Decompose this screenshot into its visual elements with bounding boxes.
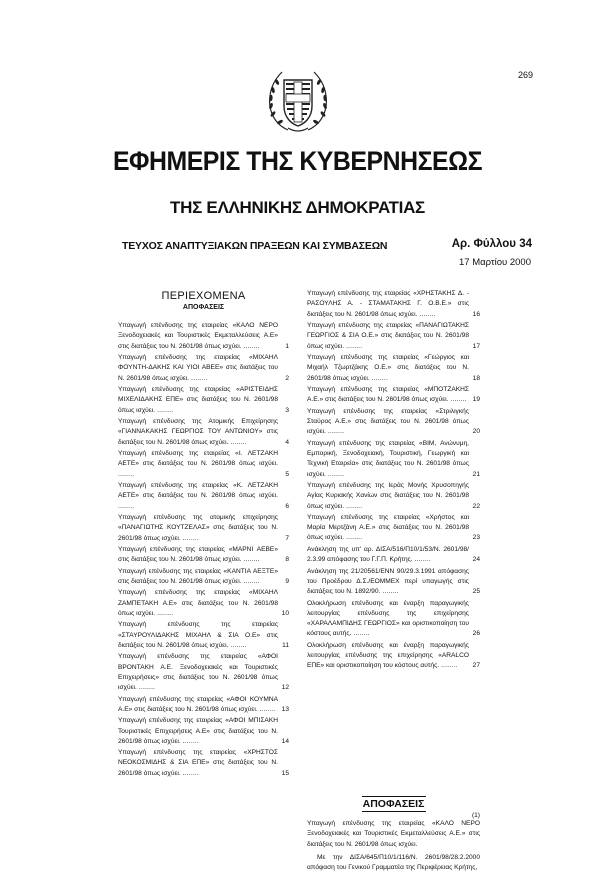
- toc-entry: Υπαγωγή επένδυσης της εταιρείας «ΚΑΝΤΙΑ ΑΕΞΤΕ» στις διατάξεις του Ν. 2601/98 όπως ισχύει. ........ 9: [118, 567, 289, 588]
- toc-entry-text: Υπαγωγή επένδυσης της εταιρείας «ΜΑΡΝΙ ΑΕΒΕ» στις διατάξεις του Ν. 2601/98 όπως ισχύει.: [118, 545, 278, 564]
- toc-entry-page: 20: [472, 428, 480, 436]
- toc-entry-page: 18: [472, 374, 480, 382]
- toc-entry-page: 15: [281, 769, 289, 777]
- toc-entry-text: Υπαγωγή επένδυσης της ατομικής επιχείρησης «ΠΑΝΑΓΙΩΤΗΣ ΚΟΥΤΖΕΛΑΣ» στις διατάξεις του Ν. 2601/98 όπως ισχύει.: [118, 513, 278, 542]
- toc-entry-page: 27: [472, 662, 480, 670]
- toc-entry: Υπαγωγή επένδυσης της εταιρείας «ΑΦΟΙ ΚΟΥΜΝΑ Α.Ε» στις διατάξεις του Ν. 2601/98 όπως ισχύει. ........ 13: [118, 695, 289, 716]
- toc-entry: Υπαγωγή επένδυσης της εταιρείας «ΑΡΙΣΤΕΙΔΗΣ ΜΙΧΕΛΙΔΑΚΗΣ ΕΠΕ» στις διατάξεις του Ν. 2601/98 όπως ισχύει. ........ 3: [118, 385, 289, 416]
- decision-number: (1): [471, 812, 480, 819]
- toc-right-list: [307, 289, 480, 672]
- toc-entry-text: Υπαγωγή επένδυσης της εταιρείας «ΒΙΜ, Ανώνυμη, Εμπορική, Ξενοδοχειακή, Τουριστική, Γεωργική και Τεχνική Εταιρεία» στις διατάξεις του Ν. 2601/98 όπως ισχύει.: [307, 439, 469, 478]
- toc-left-list: [118, 321, 289, 779]
- toc-heading: ΠΕΡΙΕΧΟΜΕΝΑ: [161, 290, 246, 302]
- toc-entry: Υπαγωγή επένδυσης της εταιρείας «ΧΡΗΣΤΑΚΗΣ Δ. - ΡΑΣΟΥΛΗΣ Α. - ΣΤΑΜΑΤΑΚΗΣ Γ. Ο.Β.Ε.» στις διατάξεις του Ν. 2601/98 όπως ισχύει. ........ 16: [307, 289, 480, 320]
- toc-entry: Ολοκλήρωση επένδυσης και έναρξη παραγωγικής λειτουργίας επένδυσης της επιχείρησης «ARALCO ΕΠΕ» και οριστικοποίηση του κόστους αυτής. ........ 27: [307, 641, 480, 672]
- toc-subheading: ΑΠΟΦΑΣΕΙΣ: [182, 304, 225, 311]
- toc-entry-page: 17: [472, 342, 480, 350]
- toc-entry-page: 11: [282, 641, 289, 649]
- toc-entry-text: Υπαγωγή επένδυσης της εταιρείας «ΜΠΟΤΖΑΚΗΣ Α.Ε.» στις διατάξεις του Ν. 2601/98 όπως ισχύει.: [307, 385, 469, 404]
- toc-entry-page: 2: [285, 374, 289, 382]
- toc-entry: Υπαγωγή επένδυσης της Ατομικής Επιχείρησης «ΓΙΑΝΝΑΚΑΚΗΣ ΓΕΩΡΓΙΟΣ ΤΟΥ ΑΝΤΩΝΙΟΥ» στις διατάξεις του Ν. 2601/98 όπως ισχύει. ........ 4: [118, 417, 289, 448]
- toc-entry: Υπαγωγή επένδυσης της εταιρείας «ΑΦΟΙ ΒΡΟΝΤΑΚΗ Α.Ε. Ξενοδοχειακές και Τουριστικές Επιχειρήσεις» στις διατάξεις του Ν. 2601/98 όπως ισχύει. ........ 12: [118, 652, 289, 693]
- toc-entry-page: 10: [281, 609, 289, 617]
- toc-entry-text: Ανάκληση της υπ' αρ. ΔΙΣΑ/516/Π10/1/53/Ν. 2601/98/ 2.3.99 απόφασης του Γ.Γ.Π. Κρήτης.: [307, 545, 469, 564]
- toc-entry-text: Υπαγωγή επένδυσης της εταιρείας «ΑΦΟΙ ΚΟΥΜΝΑ Α.Ε» στις διατάξεις του Ν. 2601/98 όπως ισχύει.: [118, 695, 278, 713]
- decisions-title: ΑΠΟΦΑΣΕΙΣ: [362, 798, 425, 810]
- toc-entry: Υπαγωγή επένδυσης της ατομικής επιχείρησης «ΠΑΝΑΓΙΩΤΗΣ ΚΟΥΤΖΕΛΑΣ» στις διατάξεις του Ν. 2601/98 όπως ισχύει. ........ 7: [118, 513, 289, 544]
- toc-entry-text: Ολοκλήρωση επένδυσης και έναρξη παραγωγικής λειτουργίας επένδυσης της επιχείρησης «ARALCO ΕΠΕ» και οριστικοποίηση του κόστους αυτής.: [307, 641, 469, 670]
- toc-entry-page: 24: [472, 556, 480, 564]
- toc-entry-text: Υπαγωγή επένδυσης της εταιρείας «ΜΙΧΑΗΛ ΖΑΜΠΕΤΑΚΗ Α.Ε» στις διατάξεις του Ν. 2601/98 όπως ισχύει.: [118, 589, 278, 617]
- toc-entry: Υπαγωγή επένδυσης της εταιρείας «Στριλιγκής Σταύρος Α.Ε.» στις διατάξεις του Ν. 2601/98 όπως ισχύει. ........ 20: [307, 407, 480, 438]
- toc-entry-text: Υπαγωγή επένδυσης της εταιρείας «ΜΙΧΑΗΛ ΦΟΥΝΤΗ-ΔΑΚΗΣ ΚΑΙ ΥΙΟΙ ΑΒΕΕ» στις διατάξεις του Ν. 2601/98 όπως ισχύει.: [118, 353, 278, 382]
- page-number: 269: [517, 70, 533, 80]
- toc-entry: Ανάκληση της υπ' αρ. ΔΙΣΑ/516/Π10/1/53/Ν. 2601/98/ 2.3.99 απόφασης του Γ.Γ.Π. Κρήτης. ........ 24: [307, 545, 480, 566]
- toc-entry: Υπαγωγή επένδυσης της εταιρείας «ΑΦΟΙ ΜΠΙΣΑΚΗ Τουριστικές Επιχειρήσεις Α.Ε» στις διατάξεις του Ν. 2601/98 όπως ισχύει. ........ 14: [118, 716, 289, 747]
- gazette-subtitle: ΤΗΣ ΕΛΛΗΝΙΚΗΣ ΔΗΜΟΚΡΑΤΙΑΣ: [170, 198, 425, 217]
- toc-entry-page: 13: [281, 705, 289, 713]
- coat-of-arms-emblem: [262, 66, 334, 136]
- toc-entry-page: 5: [285, 470, 289, 478]
- toc-entry-text: Υπαγωγή επένδυσης της εταιρείας «ΚΑΝΤΙΑ ΑΕΞΤΕ» στις διατάξεις του Ν. 2601/98 όπως ισχύει.: [118, 567, 278, 585]
- toc-entry-page: 9: [285, 577, 289, 585]
- toc-entry: Υπαγωγή επένδυσης της εταιρείας «Ι. ΛΕΤΖΑΚΗ ΑΕΤΕ» στις διατάξεις του Ν. 2601/98 όπως ισχύει. ........ 5: [118, 449, 289, 480]
- toc-entry: Υπαγωγή επένδυσης της Ιεράς Μονής Χρυσοπηγής Αγίας Κυριακής Χανίων στις διατάξεις του Ν. 2601/98 όπως ισχύει. ........ 22: [307, 481, 480, 512]
- toc-entry: Υπαγωγή επένδυσης της εταιρείας «ΧΡΗΣΤΟΣ ΝΕΟΚΟΣΜΙΔΗΣ & ΣΙΑ ΕΠΕ» στις διατάξεις του Ν. 2601/98 όπως ισχύει. ........ 15: [118, 748, 289, 779]
- toc-entry-page: 4: [285, 438, 289, 446]
- toc-entry: Υπαγωγή επένδυσης της εταιρείας «ΜΙΧΑΗΛ ΖΑΜΠΕΤΑΚΗ Α.Ε» στις διατάξεις του Ν. 2601/98 όπως ισχύει. ........ 10: [118, 588, 289, 619]
- decision-paragraph: Υπαγωγή επένδυσης της εταιρείας «ΚΑΛΟ ΝΕΡΟ Ξενοδοχειακές και Τουριστικές Εκμεταλλεύσεις Α.Ε.» στις διατάξεις του Ν. 2601/98 όπως ισχύει.: [307, 820, 480, 848]
- decisions-section: [307, 796, 480, 873]
- toc-entry: Υπαγωγή επένδυσης της εταιρείας «ΚΑΛΟ ΝΕΡΟ Ξενοδοχειακές και Τουριστικές Εκμεταλλεύσεις Α.Ε» στις διατάξεις του Ν. 2601/98 όπως ισχύει. ........ 1: [118, 321, 289, 352]
- toc-entry: Υπαγωγή επένδυσης της εταιρείας «ΜΙΧΑΗΛ ΦΟΥΝΤΗ-ΔΑΚΗΣ ΚΑΙ ΥΙΟΙ ΑΒΕΕ» στις διατάξεις του Ν. 2601/98 όπως ισχύει. ........ 2: [118, 353, 289, 384]
- toc-entry-text: Υπαγωγή επένδυσης της εταιρείας «Στριλιγκής Σταύρος Α.Ε.» στις διατάξεις του Ν. 2601/98 όπως ισχύει.: [307, 407, 469, 436]
- toc-entry-text: Ολοκλήρωση επένδυσης και έναρξη παραγωγικής λειτουργίας επένδυσης της επιχείρησης «ΧΑΡΑΛΑΜΠΙΔΗΣ ΓΕΩΡΓΙΟΣ» και οριστικοποίηση του κόστους αυτής.: [307, 599, 469, 638]
- toc-entry-page: 1: [285, 342, 289, 350]
- toc-entry-page: 6: [285, 502, 289, 510]
- toc-entry-page: 3: [285, 406, 289, 414]
- toc-entry-page: 23: [472, 534, 480, 542]
- toc-entry-text: Υπαγωγή επένδυσης της εταιρείας «ΑΦΟΙ ΜΠΙΣΑΚΗ Τουριστικές Επιχειρήσεις Α.Ε» στις διατάξεις του Ν. 2601/98 όπως ισχύει.: [118, 717, 278, 745]
- toc-entry-text: Υπαγωγή επένδυσης της εταιρείας «Ι. ΛΕΤΖΑΚΗ ΑΕΤΕ» στις διατάξεις του Ν. 2601/98 όπως ισχύει.: [118, 449, 278, 468]
- toc-entry: Υπαγωγή επένδυσης της εταιρείας «ΜΠΟΤΖΑΚΗΣ Α.Ε.» στις διατάξεις του Ν. 2601/98 όπως ισχύει. ........ 19: [307, 385, 480, 406]
- toc-entry-text: Υπαγωγή επένδυσης της εταιρείας «ΑΡΙΣΤΕΙΔΗΣ ΜΙΧΕΛΙΔΑΚΗΣ ΕΠΕ» στις διατάξεις του Ν. 2601/98 όπως ισχύει.: [118, 385, 278, 414]
- toc-entry-text: Υπαγωγή επένδυσης της εταιρείας «ΚΑΛΟ ΝΕΡΟ Ξενοδοχειακές και Τουριστικές Εκμεταλλεύσεις Α.Ε» στις διατάξεις του Ν. 2601/98 όπως ισχύει.: [118, 322, 278, 350]
- toc-entry: Υπαγωγή επένδυσης της εταιρείας «Χρήστος και Μαρία Μερτζάνη Α.Ε.» στις διατάξεις του Ν. 2601/98 όπως ισχύει. ........ 23: [307, 513, 480, 544]
- toc-entry-page: 8: [285, 556, 289, 564]
- toc-entry-text: Ανάκληση της 21/20561/ΕΝΝ 90/29.3.1991 απόφασης του Προέδρου Δ.Σ./ΕΟΜΜΕΧ περί υπαγωγής στις διατάξεις του Ν. 1892/90.: [307, 567, 469, 596]
- toc-entry-page: 21: [472, 470, 480, 478]
- toc-right-column: [307, 289, 480, 673]
- toc-entry: Υπαγωγή επένδυσης της εταιρείας «Γεώργιος και Μιχαήλ Τζωρτζάκης Ο.Ε.» στις διατάξεις του Ν. 2601/98 όπως ισχύει. ........ 18: [307, 353, 480, 384]
- toc-entry-page: 7: [285, 534, 289, 542]
- issue-date: 17 Μαρτίου 2000: [459, 257, 531, 268]
- toc-entry-text: Υπαγωγή επένδυσης της εταιρείας «ΧΡΗΣΤΑΚΗΣ Δ. - ΡΑΣΟΥΛΗΣ Α. - ΣΤΑΜΑΤΑΚΗΣ Γ. Ο.Β.Ε.» στις διατάξεις του Ν. 2601/98 όπως ισχύει.: [307, 290, 469, 318]
- toc-left-column: [118, 290, 289, 780]
- toc-entry-page: 19: [472, 396, 480, 404]
- toc-entry: Υπαγωγή επένδυσης της εταιρείας «ΠΑΝΑΓΙΩΤΑΚΗΣ ΓΕΩΡΓΙΟΣ & ΣΙΑ Ο.Ε.» στις διατάξεις του Ν. 2601/98 όπως ισχύει. ........ 17: [307, 321, 480, 352]
- toc-entry-text: Υπαγωγή επένδυσης της εταιρείας «Γεώργιος και Μιχαήλ Τζωρτζάκης Ο.Ε.» στις διατάξεις του Ν. 2601/98 όπως ισχύει.: [307, 353, 469, 382]
- toc-entry-page: 14: [281, 737, 289, 745]
- toc-entry-text: Υπαγωγή επένδυσης της Ατομικής Επιχείρησης «ΓΙΑΝΝΑΚΑΚΗΣ ΓΕΩΡΓΙΟΣ ΤΟΥ ΑΝΤΩΝΙΟΥ» στις διατάξεις του Ν. 2601/98 όπως ισχύει.: [118, 417, 278, 446]
- toc-entry: Υπαγωγή επένδυσης της εταιρείας «ΣΤΑΥΡΟΥΛΙΔΑΚΗΣ ΜΙΧΑΗΛ & ΣΙΑ Ο.Ε» στις διατάξεις του Ν. 2601/98 όπως ισχύει. ........ 11: [118, 620, 289, 651]
- toc-entry-text: Υπαγωγή επένδυσης της εταιρείας «Χρήστος και Μαρία Μερτζάνη Α.Ε.» στις διατάξεις του Ν. 2601/98 όπως ισχύει.: [307, 513, 469, 542]
- sheet-number: Αρ. Φύλλου 34: [451, 238, 532, 250]
- toc-entry: Υπαγωγή επένδυσης της εταιρείας «Κ. ΛΕΤΖΑΚΗ ΑΕΤΕ» στις διατάξεις του Ν. 2601/98 όπως ισχύει. ........ 6: [118, 481, 289, 512]
- toc-entry-page: 25: [472, 588, 480, 596]
- toc-entry-text: Υπαγωγή επένδυσης της εταιρείας «ΣΤΑΥΡΟΥΛΙΔΑΚΗΣ ΜΙΧΑΗΛ & ΣΙΑ Ο.Ε» στις διατάξεις του Ν. 2601/98 όπως ισχύει.: [118, 621, 278, 649]
- toc-entry-text: Υπαγωγή επένδυσης της εταιρείας «ΠΑΝΑΓΙΩΤΑΚΗΣ ΓΕΩΡΓΙΟΣ & ΣΙΑ Ο.Ε.» στις διατάξεις του Ν. 2601/98 όπως ισχύει.: [307, 321, 469, 350]
- toc-entry: Ολοκλήρωση επένδυσης και έναρξη παραγωγικής λειτουργίας επένδυσης της επιχείρησης «ΧΑΡΑΛΑΜΠΙΔΗΣ ΓΕΩΡΓΙΟΣ» και οριστικοποίηση του κόστους αυτής. ........ 26: [307, 599, 480, 640]
- issue-series: ΤΕΥΧΟΣ ΑΝΑΠΤΥΞΙΑΚΩΝ ΠΡΑΞΕΩΝ ΚΑΙ ΣΥΜΒΑΣΕΩΝ: [122, 240, 388, 252]
- toc-entry-page: 26: [472, 630, 480, 638]
- toc-entry-text: Υπαγωγή επένδυσης της εταιρείας «ΑΦΟΙ ΒΡΟΝΤΑΚΗ Α.Ε. Ξενοδοχειακές και Τουριστικές Επιχειρήσεις» στις διατάξεις του Ν. 2601/98 όπως ισχύει.: [118, 653, 278, 692]
- toc-entry-text: Υπαγωγή επένδυσης της εταιρείας «ΧΡΗΣΤΟΣ ΝΕΟΚΟΣΜΙΔΗΣ & ΣΙΑ ΕΠΕ» στις διατάξεις του Ν. 2601/98 όπως ισχύει.: [118, 749, 278, 777]
- gazette-title: ΕΦΗΜΕΡΙΣ ΤΗΣ ΚΥΒΕΡΝΗΣΕΩΣ: [112, 146, 483, 176]
- decision-paragraph: Με την ΔΙΣΑ/645/Π10/1/116/Ν. 2601/98/28.2.2000 απόφαση του Γενικού Γραμματέα της Περιφέρειας Κρήτης,: [307, 853, 480, 872]
- toc-entry: Ανάκληση της 21/20561/ΕΝΝ 90/29.3.1991 απόφασης του Προέδρου Δ.Σ./ΕΟΜΜΕΧ περί υπαγωγής στις διατάξεις του Ν. 1892/90. ........ 25: [307, 567, 480, 598]
- toc-entry-text: Υπαγωγή επένδυσης της Ιεράς Μονής Χρυσοπηγής Αγίας Κυριακής Χανίων στις διατάξεις του Ν. 2601/98 όπως ισχύει.: [307, 481, 469, 510]
- toc-entry: Υπαγωγή επένδυσης της εταιρείας «ΒΙΜ, Ανώνυμη, Εμπορική, Ξενοδοχειακή, Τουριστική, Γεωργική και Τεχνική Εταιρεία» στις διατάξεις του Ν. 2601/98 όπως ισχύει. ........ 21: [307, 439, 480, 480]
- toc-entry-text: Υπαγωγή επένδυσης της εταιρείας «Κ. ΛΕΤΖΑΚΗ ΑΕΤΕ» στις διατάξεις του Ν. 2601/98 όπως ισχύει.: [118, 481, 278, 500]
- toc-entry: Υπαγωγή επένδυσης της εταιρείας «ΜΑΡΝΙ ΑΕΒΕ» στις διατάξεις του Ν. 2601/98 όπως ισχύει. ........ 8: [118, 545, 289, 566]
- toc-entry-page: 12: [281, 684, 289, 692]
- toc-entry-page: 22: [472, 502, 480, 510]
- toc-entry-page: 16: [472, 310, 480, 318]
